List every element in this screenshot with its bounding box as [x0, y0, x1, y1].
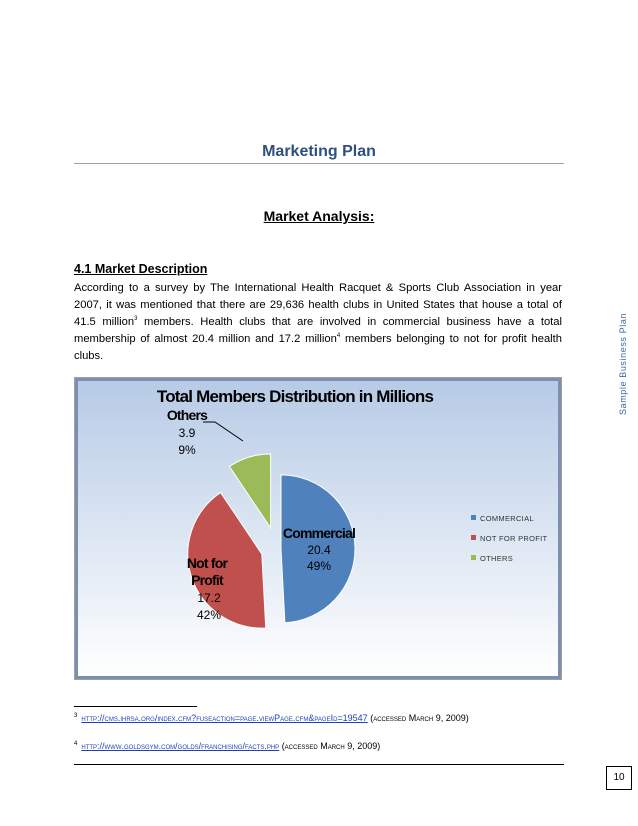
section-subtitle: Market Analysis: [263, 208, 375, 224]
footer-divider [74, 764, 564, 765]
section-heading: 4.1 Market Description [74, 262, 208, 276]
footnote-divider [74, 706, 197, 707]
chart-canvas [75, 378, 561, 679]
footnote-number: 3 [74, 713, 78, 719]
footnote-ref-3[interactable]: 3 [134, 316, 138, 322]
slice-label-percent: 42% [196, 608, 222, 622]
slice-label-percent: 49% [306, 559, 332, 573]
legend-swatch [471, 515, 476, 520]
footnote-note: (accessed March 9, 2009) [279, 741, 381, 751]
footnote-ref-4[interactable]: 4 [336, 333, 341, 339]
legend-swatch [471, 555, 476, 560]
slice-label-name: Not for [186, 555, 228, 571]
legend-label: COMMERCIAL [480, 514, 534, 523]
legend-swatch [471, 535, 476, 540]
slice-label-value: 17.2 [197, 591, 221, 605]
slice-label-value: 20.4 [307, 543, 331, 557]
footnote-number: 4 [74, 741, 78, 747]
body-paragraph [74, 280, 562, 365]
side-running-header [613, 245, 631, 415]
footnote-3 [74, 712, 562, 725]
legend-label: OTHERS [480, 554, 514, 563]
title-divider [74, 163, 564, 164]
pie-chart [74, 377, 562, 680]
side-label-text: Sample Business Plan [618, 312, 628, 415]
page-title: Marketing Plan [262, 143, 376, 160]
slice-label-name: Commercial [282, 525, 356, 541]
chart-title: Total Members Distribution in Millions [156, 387, 434, 406]
footnote-4 [74, 740, 562, 753]
legend-label: NOT FOR PROFIT [480, 534, 548, 543]
footnote-link[interactable]: http://cms.ihrsa.org/index.cfm?fuseaction=page.viewPage.cfm&pageId=19547 [81, 713, 368, 723]
paragraph-text-2: members. Health clubs that are involved in commercial business have a total membership of almost 20.4 million and 17.2 million [74, 316, 562, 345]
slice-label-percent: 9% [178, 443, 196, 457]
slice-label-name: Profit [191, 572, 223, 588]
page-number: 10 [606, 766, 632, 790]
slice-label-value: 3.9 [178, 426, 196, 440]
paragraph-text-3: members belonging to not for profit health clubs. [74, 333, 563, 362]
footnote-link[interactable]: http://www.goldsgym.com/golds/franchising/facts.php [81, 741, 280, 751]
slice-label-name: Others [166, 407, 208, 423]
leader-line [203, 422, 243, 441]
paragraph-text-1: According to a survey by The International Health Racquet & Sports Club Association in year 2007, it was mentioned that there are 29,636 health clubs in United States that house a total of 41.5 million [74, 282, 562, 328]
footnote-note: (accessed March 9, 2009) [367, 713, 469, 723]
